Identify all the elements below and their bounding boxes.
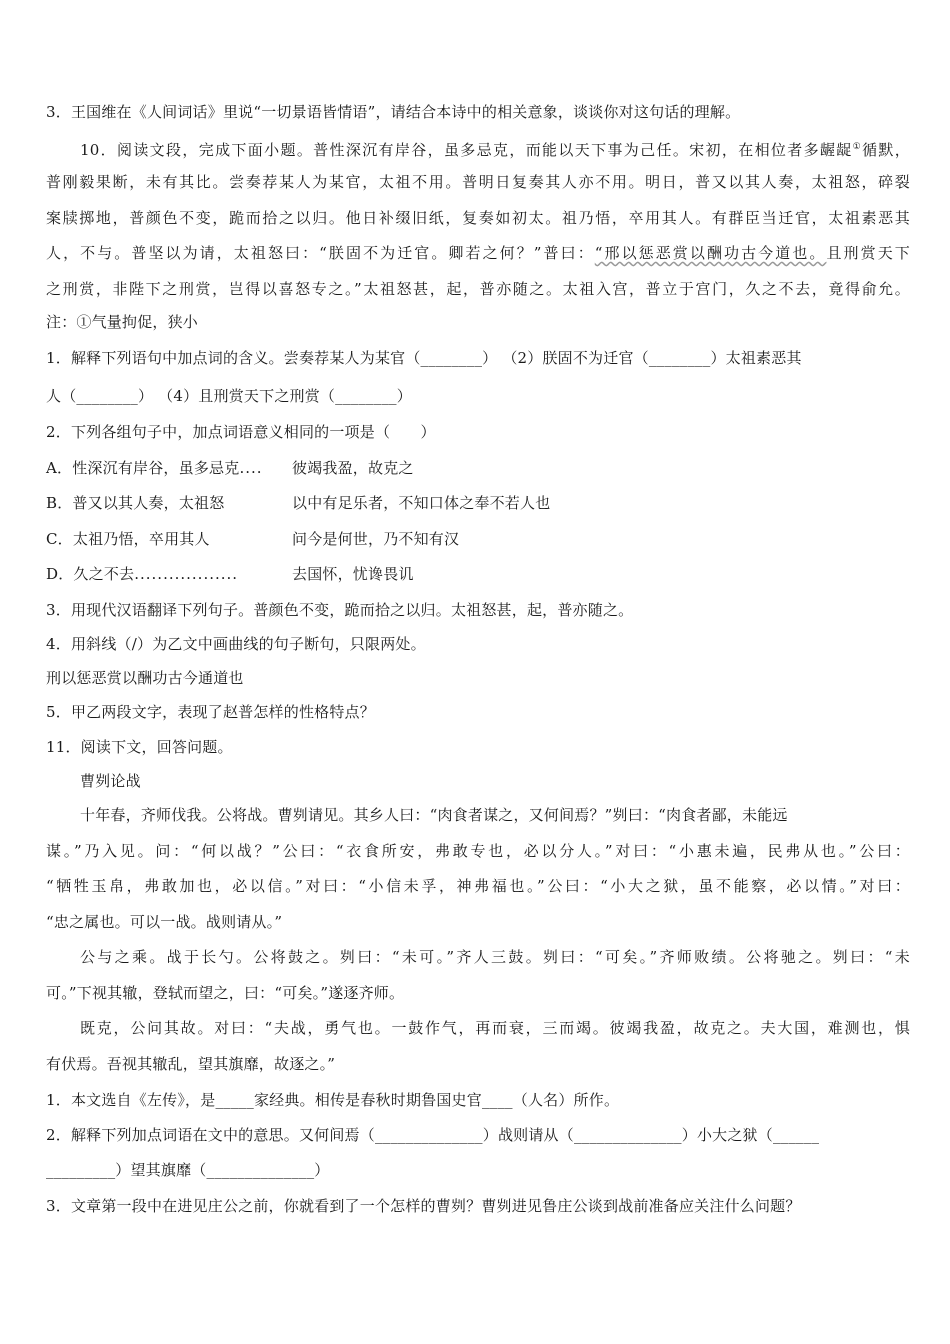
- q11-passage-title: 曹刿论战: [80, 772, 141, 790]
- option-c-left: C．太祖乃悟，卒用其人: [46, 530, 210, 548]
- option-a-left: [46, 458, 263, 478]
- q11-passage-line-4: “忠之属也。可以一战。战则请从。”: [46, 913, 283, 931]
- q10-sub4: 4．用斜线（/）为乙文中画曲线的句子断句，只限两处。: [46, 635, 426, 653]
- option-a-label: A．性深沉有岸谷，虽多忌克: [46, 459, 240, 477]
- q11-passage-line-2: 谋。”乃入见。问：“何以战？”公曰：“衣食所安，弗敢专也，必以分人。”对曰：“小惠未遍，民弗从也。”公曰：: [46, 842, 910, 860]
- q11-sub3: 3．文章第一段中在进见庄公之前，你就看到了一个怎样的曹刿？曹刿进见鲁庄公谈到战前准备应关注什么问题？: [46, 1197, 801, 1215]
- q10-sub1-line2: 人（________） （4）且刑赏天下之刑赏（________）: [46, 387, 412, 405]
- q10-sub1-line1: 1．解释下列语句中加点词的含义。尝奏荐某人为某官（________） （2）朕固不为迁官（________）太祖素恶其: [46, 349, 802, 367]
- wavy-underlined-sentence: “邢以惩恶赏以酬功古今道也。: [594, 244, 827, 262]
- option-c-right: 问今是何世，乃不知有汉: [292, 530, 460, 548]
- q11-passage-line-1: 十年春，齐师伐我。公将战。曹刿请见。其乡人曰：“肉食者谋之，又何间焉？”刿曰：“肉食者鄙，未能远: [80, 806, 788, 824]
- q11-passage-line-7: 既克，公问其故。对曰：“夫战，勇气也。一鼓作气，再而衰，三而竭。彼竭我盈，故克之。夫大国，难测也，惧: [80, 1019, 910, 1037]
- dot-leader: ....: [239, 459, 263, 477]
- q10-sub3: 3．用现代汉语翻译下列句子。普颜色不变，跪而拾之以归。太祖怒甚，起，普亦随之。: [46, 601, 634, 619]
- dot-leader: ..................: [134, 565, 239, 583]
- option-d-label: D．久之不去: [46, 565, 135, 583]
- q10-passage-text: 10．阅读文段，完成下面小题。普性深沉有岸谷，虽多忌克，而能以天下事为己任。宋初，在相位者多龌龊: [80, 141, 853, 159]
- q10-passage-line-2: 普刚毅果断，未有其比。尝奏荐某人为某官，太祖不用。普明日复奏其人亦不用。明日，普又以其人奏，太祖怒，碎裂: [46, 173, 910, 191]
- question-3-prev: 3．王国维在《人间词话》里说“一切景语皆情语”，请结合本诗中的相关意象，谈谈你对这句话的理解。: [46, 103, 741, 121]
- q11-passage-line-3: “牺牲玉帛，弗敢加也，必以信。”对曰：“小信未孚，神弗福也。”公曰：“小大之狱，虽不能察，必以情。”对曰：: [46, 877, 910, 895]
- q10-sub4-sentence: 刑以惩恶赏以酬功古今通道也: [46, 669, 244, 687]
- q10-sub2: 2．下列各组句子中，加点词语意义相同的一项是（ ）: [46, 423, 436, 441]
- option-b-right: 以中有足乐者，不知口体之奉不若人也: [292, 494, 551, 512]
- q11-passage-line-5: 公与之乘。战于长勺。公将鼓之。刿曰：“未可。”齐人三鼓。刿曰：“可矣。”齐师败绩。公将驰之。刿曰：“未: [80, 948, 910, 966]
- q11-sub1: 1．本文选自《左传》，是_____家经典。相传是春秋时期鲁国史官____（人名）所作。: [46, 1091, 620, 1109]
- q11-passage-line-8: 有伏焉。吾视其辙乱，望其旗靡，故逐之。”: [46, 1055, 336, 1073]
- q11-sub2-line1: 2．解释下列加点词语在文中的意思。又何间焉（______________）战则请从（______________）小大之狱（______: [46, 1126, 820, 1144]
- footnote-marker: ①: [852, 142, 863, 152]
- q11-intro: 11．阅读下文，回答问题。: [46, 738, 233, 756]
- q10-passage-line-4: [46, 243, 910, 263]
- q11-passage-line-6: 可。”下视其辙，登轼而望之，曰：“可矣。”遂逐齐师。: [46, 984, 405, 1002]
- q10-passage-line-5: 之刑赏，非陛下之刑赏，岂得以喜怒专之。”太祖怒甚，起，普亦随之。太祖入宫，普立于宫门，久之不去，竟得俞允。: [46, 280, 910, 298]
- q10-passage-line-3: 案牍掷地，普颜色不变，跪而拾之以归。他日补缀旧纸，复奏如初太。祖乃悟，卒用其人。有群臣当迁官，太祖素恶其: [46, 209, 910, 227]
- option-d-left: [46, 564, 238, 584]
- q10-footnote: 注：①气量拘促，狭小: [46, 313, 199, 331]
- option-a-right: 彼竭我盈，故克之: [292, 459, 414, 477]
- option-b-left: B．普又以其人奏，太祖怒: [46, 494, 225, 512]
- q10-sub5: 5．甲乙两段文字，表现了赵普怎样的性格特点？: [46, 703, 375, 721]
- q10-passage-text: 且刑赏天下: [826, 244, 910, 262]
- option-d-right: 去国怀，忧谗畏讥: [292, 565, 414, 583]
- q10-passage-text: 人，不与。普坚以为请，太祖怒曰：“朕固不为迁官。卿若之何？”普曰：: [46, 244, 595, 262]
- q10-passage-line-1: [80, 137, 910, 160]
- q10-passage-text: 循默，: [862, 141, 910, 159]
- q11-sub2-line2: _________）望其旗靡（______________）: [46, 1161, 330, 1179]
